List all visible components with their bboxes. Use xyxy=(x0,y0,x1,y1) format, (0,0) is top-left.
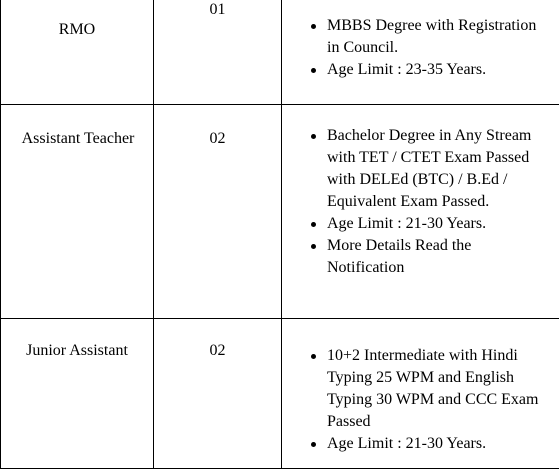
eligibility-cell xyxy=(282,319,559,469)
post-name-cell xyxy=(1,319,154,469)
vacancy-count-cell xyxy=(154,0,282,105)
vacancy-count: 01 xyxy=(154,0,281,21)
post-name: Assistant Teacher xyxy=(1,105,153,150)
table-row xyxy=(1,319,559,469)
eligibility-list xyxy=(282,0,559,81)
table-row xyxy=(1,105,559,319)
vacancy-count-cell xyxy=(154,105,282,319)
eligibility-list xyxy=(282,319,559,455)
eligibility-item: MBBS Degree with Registration in Council. xyxy=(327,15,552,59)
table-row xyxy=(1,0,559,105)
post-name: Junior Assistant xyxy=(1,319,153,362)
vacancy-count: 02 xyxy=(154,319,281,362)
eligibility-item: Bachelor Degree in Any Stream with TET / CTET Exam Passed with DELEd (BTC) / B.Ed / Equivalent Exam Passed. xyxy=(327,125,552,213)
vacancy-count: 02 xyxy=(154,105,281,150)
eligibility-item: Age Limit : 21-30 Years. xyxy=(327,433,552,455)
eligibility-item: 10+2 Intermediate with Hindi Typing 25 WPM and English Typing 30 WPM and CCC Exam Passed xyxy=(327,345,552,433)
eligibility-cell xyxy=(282,0,559,105)
post-name-cell xyxy=(1,105,154,319)
eligibility-item: Age Limit : 23-35 Years. xyxy=(327,59,552,81)
eligibility-cell xyxy=(282,105,559,319)
eligibility-item: Age Limit : 21-30 Years. xyxy=(327,213,552,235)
post-name-cell xyxy=(1,0,154,105)
post-name: RMO xyxy=(1,0,153,41)
eligibility-item: More Details Read the Notification xyxy=(327,235,552,279)
vacancy-count-cell xyxy=(154,319,282,469)
eligibility-list xyxy=(282,105,559,279)
